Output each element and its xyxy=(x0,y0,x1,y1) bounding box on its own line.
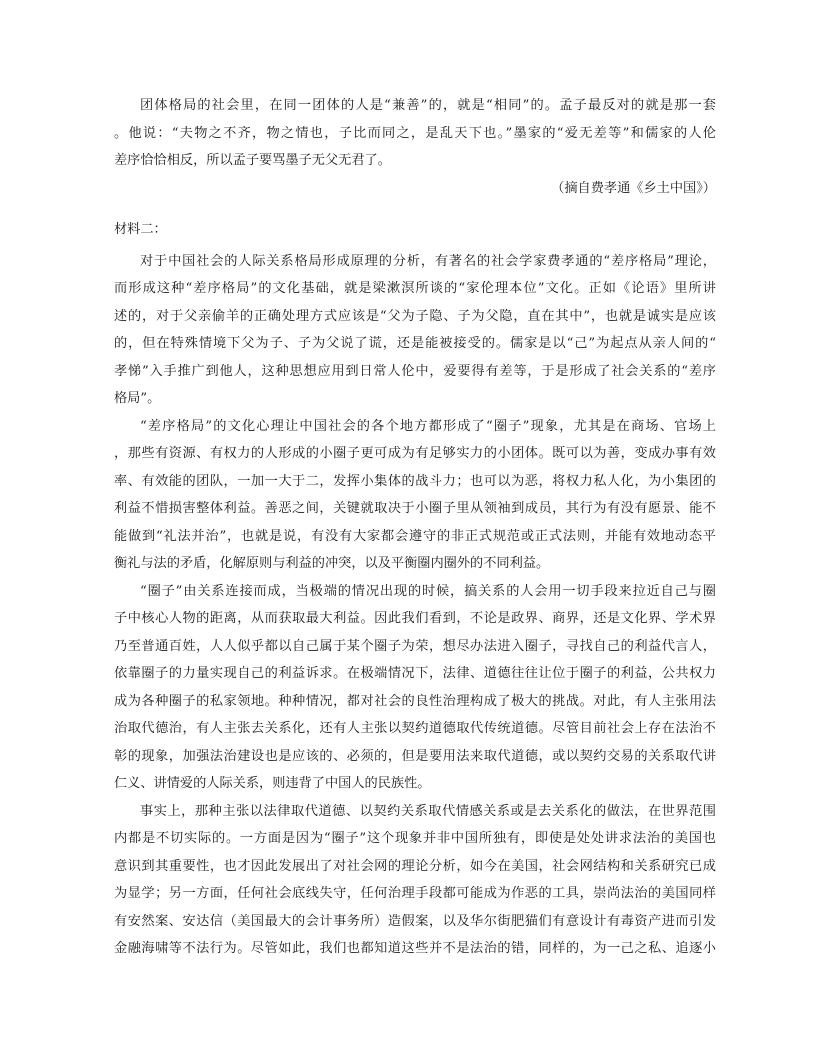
text-line: 团体格局的社会里，在同一团体的人是“兼善”的，就是“相同”的。孟子最反对的就是那一套 xyxy=(140,98,716,113)
source-attribution: （摘自费孝通《乡土中国》） xyxy=(551,180,716,196)
section-heading: 材料二： xyxy=(114,222,167,237)
paragraph xyxy=(114,798,716,963)
paragraph xyxy=(114,248,716,413)
text-line: 彰的现象，加强法治建设也是应该的、必须的，但是要用法来取代道德，或以契约交易的关系取代讲 xyxy=(114,748,716,764)
text-line: 。他说：“夫物之不齐，物之情也，子比而同之，是乱天下也。”墨家的“爱无差等”和儒家的人伦 xyxy=(114,125,716,141)
text-line: 孝悌”入手推广到他人，这种思想应用到日常人伦中，爱要得有差等，于是形成了社会关系的“差序 xyxy=(114,363,716,379)
text-line: 意识到其重要性，也才因此发展出了对社会网的理论分析，如今在美国，社会网结构和关系研究已成 xyxy=(114,858,716,874)
text-line: 成为各种圈子的私家领地。种种情况，都对社会的良性治理构成了极大的挑战。对此，有人主张用法 xyxy=(114,693,716,709)
text-line: 率、有效能的团队，一加一大于二，发挥小集体的战斗力；也可以为恶，将权力私人化，为小集团的 xyxy=(114,473,716,489)
text-line: 述的，对于父亲偷羊的正确处理方式应该是“父为子隐、子为父隐，直在其中”，也就是诚实是应该 xyxy=(114,308,716,324)
text-line: 的，但在特殊情境下父为子、子为父说了谎，还是能被接受的。儒家是以“己”为起点从亲人间的“ xyxy=(114,336,716,351)
text-line: 为显学；另一方面，任何社会底线失守，任何治理手段都可能成为作恶的工具，崇尚法治的美国同样 xyxy=(114,886,716,901)
text-line: 有安然案、安达信（美国最大的会计事务所）造假案，以及华尔街肥猫们有意设计有毒资产进而引发 xyxy=(114,913,716,929)
text-line: 金融海啸等不法行为。尽管如此，我们也都知道这些并不是法治的错，同样的，为一己之私、追逐小 xyxy=(114,941,716,956)
text-line: 能做到“礼法并治”，也就是说，有没有大家都会遵守的非正式规范或正式法则，并能有效地动态平 xyxy=(114,528,716,544)
text-line: “圈子”由关系连接而成，当极端的情况出现的时候，搞关系的人会用一切手段来拉近自己与圈 xyxy=(140,583,716,599)
text-line: 而形成这种“差序格局”的文化基础，就是梁漱溟所谈的“家伦理本位”文化。正如《论语》里所讲 xyxy=(114,281,716,296)
text-line: 子中核心人物的距离，从而获取最大利益。因此我们看到，不论是政界、商界，还是文化界、学术界 xyxy=(114,611,716,626)
text-line: 利益不惜损害整体利益。善恶之间，关键就取决于小圈子里从领袖到成员，其行为有没有愿景、能不 xyxy=(114,501,716,516)
document-page xyxy=(114,92,716,963)
text-line: 内都是不切实际的。一方面是因为“圈子”这个现象并非中国所独有，即使是处处讲求法治的美国也 xyxy=(114,831,716,846)
text-line: 仁义、讲情爱的人际关系，则违背了中国人的民族性。 xyxy=(114,776,431,791)
text-line: 依靠圈子的力量实现自己的利益诉求。在极端情况下，法律、道德往往让位于圈子的利益，公共权力 xyxy=(114,666,716,681)
text-line: 对于中国社会的人际关系格局形成原理的分析，有著名的社会学家费孝通的“差序格局”理论， xyxy=(140,253,716,269)
text-line: “差序格局”的文化心理让中国社会的各个地方都形成了“圈子”现象，尤其是在商场、官场上 xyxy=(140,418,716,434)
text-line: 治取代德治，有人主张去关系化，还有人主张以契约道德取代传统道德。尽管目前社会上存在法治不 xyxy=(114,721,716,736)
text-line: 衡礼与法的矛盾，化解原则与利益的冲突，以及平衡圈内圈外的不同利益。 xyxy=(114,556,550,571)
text-line: ，那些有资源、有权力的人形成的小圈子更可成为有足够实力的小团体。既可以为善，变成办事有效 xyxy=(114,446,716,461)
text-line: 差序恰恰相反，所以孟子要骂墨子无父无君了。 xyxy=(114,153,391,168)
paragraph xyxy=(114,578,716,798)
text-line: 事实上，那种主张以法律取代道德、以契约关系取代情感关系或是去关系化的做法，在世界范围 xyxy=(140,803,716,819)
paragraph xyxy=(114,413,716,578)
text-line: 乃至普通百姓，人人似乎都以自己属于某个圈子为荣，想尽办法进入圈子，寻找自己的利益代言人， xyxy=(114,638,716,654)
passage-part1 xyxy=(114,92,716,202)
text-line: 格局”。 xyxy=(114,391,161,406)
